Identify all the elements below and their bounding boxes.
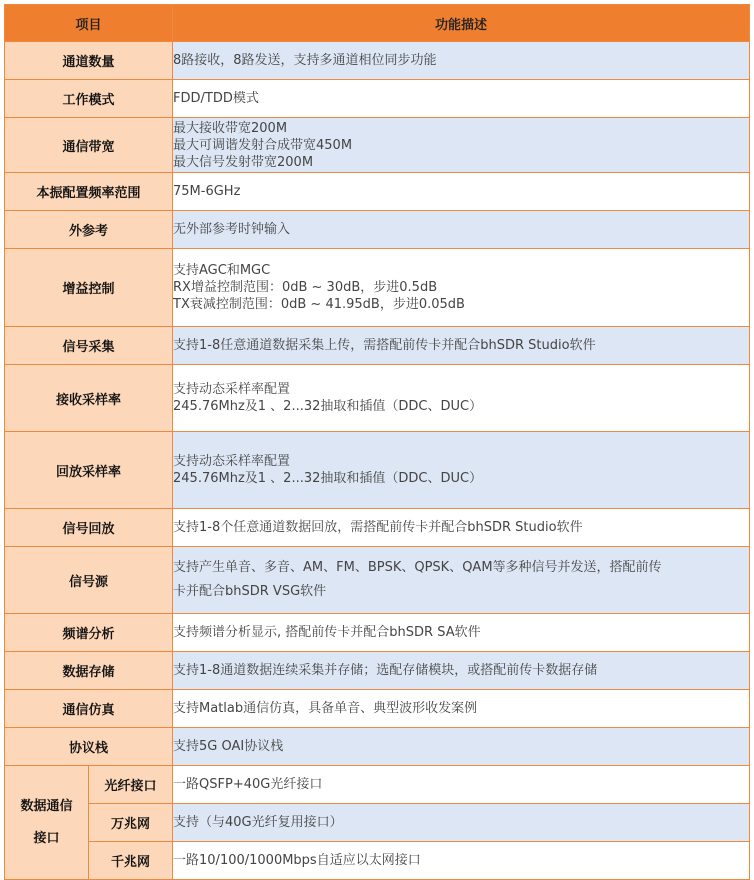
table-row: [5, 249, 750, 327]
table-row: [5, 614, 750, 652]
table-row: [5, 432, 750, 509]
value-line: 最大信号发射带宽200M: [173, 154, 314, 170]
value-line: 245.76Mhz及1 、2...32抽取和插值（DDC、DUC）: [173, 399, 483, 414]
table-row: [5, 211, 750, 249]
table-row: [5, 652, 750, 690]
row-key: 信号回放: [5, 509, 173, 547]
value-line: 支持1-8任意通道数据采集上传，需搭配前传卡并配合bhSDR Studio软件: [173, 338, 596, 353]
spec-table: [4, 4, 750, 880]
interface-key: 万兆网: [89, 804, 173, 842]
row-key: 通道数量: [5, 42, 173, 80]
row-key: 接收采样率: [5, 365, 173, 432]
value-line: 75M-6GHz: [173, 184, 241, 199]
header-item: 项目: [5, 5, 173, 42]
row-key: 增益控制: [5, 249, 173, 327]
row-key: 协议栈: [5, 728, 173, 766]
interface-value: 一路10/100/1000Mbps自适应以太网接口: [173, 842, 750, 880]
value-line: 无外部参考时钟输入: [173, 222, 291, 237]
table-row: [5, 327, 750, 365]
table-row: [5, 690, 750, 728]
row-value: [173, 432, 750, 509]
value-line: TX衰减控制范围：0dB ~ 41.95dB，步进0.05dB: [173, 297, 465, 312]
value-line: 支持动态采样率配置: [173, 382, 291, 397]
row-key: 信号采集: [5, 327, 173, 365]
value-line: FDD/TDD模式: [173, 91, 259, 106]
value-line: 支持1-8个任意通道数据回放，需搭配前传卡并配合bhSDR Studio软件: [173, 520, 583, 535]
table-row: [5, 728, 750, 766]
table-row: [5, 547, 750, 614]
row-key: 信号源: [5, 547, 173, 614]
table-row: [5, 42, 750, 80]
group-label-line: 数据通信: [20, 798, 73, 814]
group-label-line: 接口: [33, 830, 60, 846]
table-row: [5, 80, 750, 118]
row-value: [173, 173, 750, 211]
row-key: 回放采样率: [5, 432, 173, 509]
value-line: 支持AGC和MGC: [173, 263, 271, 278]
table-row: [5, 365, 750, 432]
table-row: [5, 118, 750, 173]
row-value: [173, 327, 750, 365]
header-description: 功能描述: [173, 5, 750, 42]
value-line: 8路接收，8路发送，支持多通道相位同步功能: [173, 53, 437, 68]
table-row: [5, 804, 750, 842]
table-row: [5, 842, 750, 880]
row-key: 外参考: [5, 211, 173, 249]
value-line: RX增益控制范围：0dB ~ 30dB，步进0.5dB: [173, 280, 438, 295]
interface-group-label: [5, 766, 89, 880]
row-key: 频谱分析: [5, 614, 173, 652]
table-header-row: [5, 5, 750, 42]
row-value: [173, 509, 750, 547]
row-value: [173, 118, 750, 173]
row-value: [173, 211, 750, 249]
row-key: 工作模式: [5, 80, 173, 118]
value-line: 最大可调谐发射合成带宽450M: [173, 137, 353, 153]
row-value: [173, 690, 750, 728]
row-value: [173, 42, 750, 80]
row-value: [173, 80, 750, 118]
interface-value: 一路QSFP+40G光纤接口: [173, 766, 750, 804]
row-key: 本振配置频率范围: [5, 173, 173, 211]
row-key: 数据存储: [5, 652, 173, 690]
row-value: [173, 652, 750, 690]
row-value: [173, 365, 750, 432]
row-value: [173, 728, 750, 766]
row-key: 通信带宽: [5, 118, 173, 173]
value-line: 最大接收带宽200M: [173, 120, 288, 136]
table-row: [5, 509, 750, 547]
row-key: 通信仿真: [5, 690, 173, 728]
value-line: 支持动态采样率配置: [173, 454, 291, 469]
interface-key: 光纤接口: [89, 766, 173, 804]
table-row: [5, 766, 750, 804]
row-value: [173, 614, 750, 652]
value-line: 支持产生单音、多音、AM、FM、BPSK、QPSK、QAM等多种信号并发送，搭配前传: [173, 560, 662, 575]
row-value: [173, 249, 750, 327]
value-line: 245.76Mhz及1 、2...32抽取和插值（DDC、DUC）: [173, 471, 483, 486]
value-line: 支持Matlab通信仿真，具备单音、典型波形收发案例: [173, 701, 478, 716]
value-line: 支持5G OAI协议栈: [173, 739, 284, 754]
value-line: 支持1-8通道数据连续采集并存储；选配存储模块，或搭配前传卡数据存储: [173, 663, 598, 678]
value-line: 卡并配合bhSDR VSG软件: [173, 584, 327, 599]
interface-value: 支持（与40G光纤复用接口）: [173, 804, 750, 842]
interface-key: 千兆网: [89, 842, 173, 880]
row-value: [173, 547, 750, 614]
value-line: 支持频谱分析显示, 搭配前传卡并配合bhSDR SA软件: [173, 625, 481, 640]
table-row: [5, 173, 750, 211]
